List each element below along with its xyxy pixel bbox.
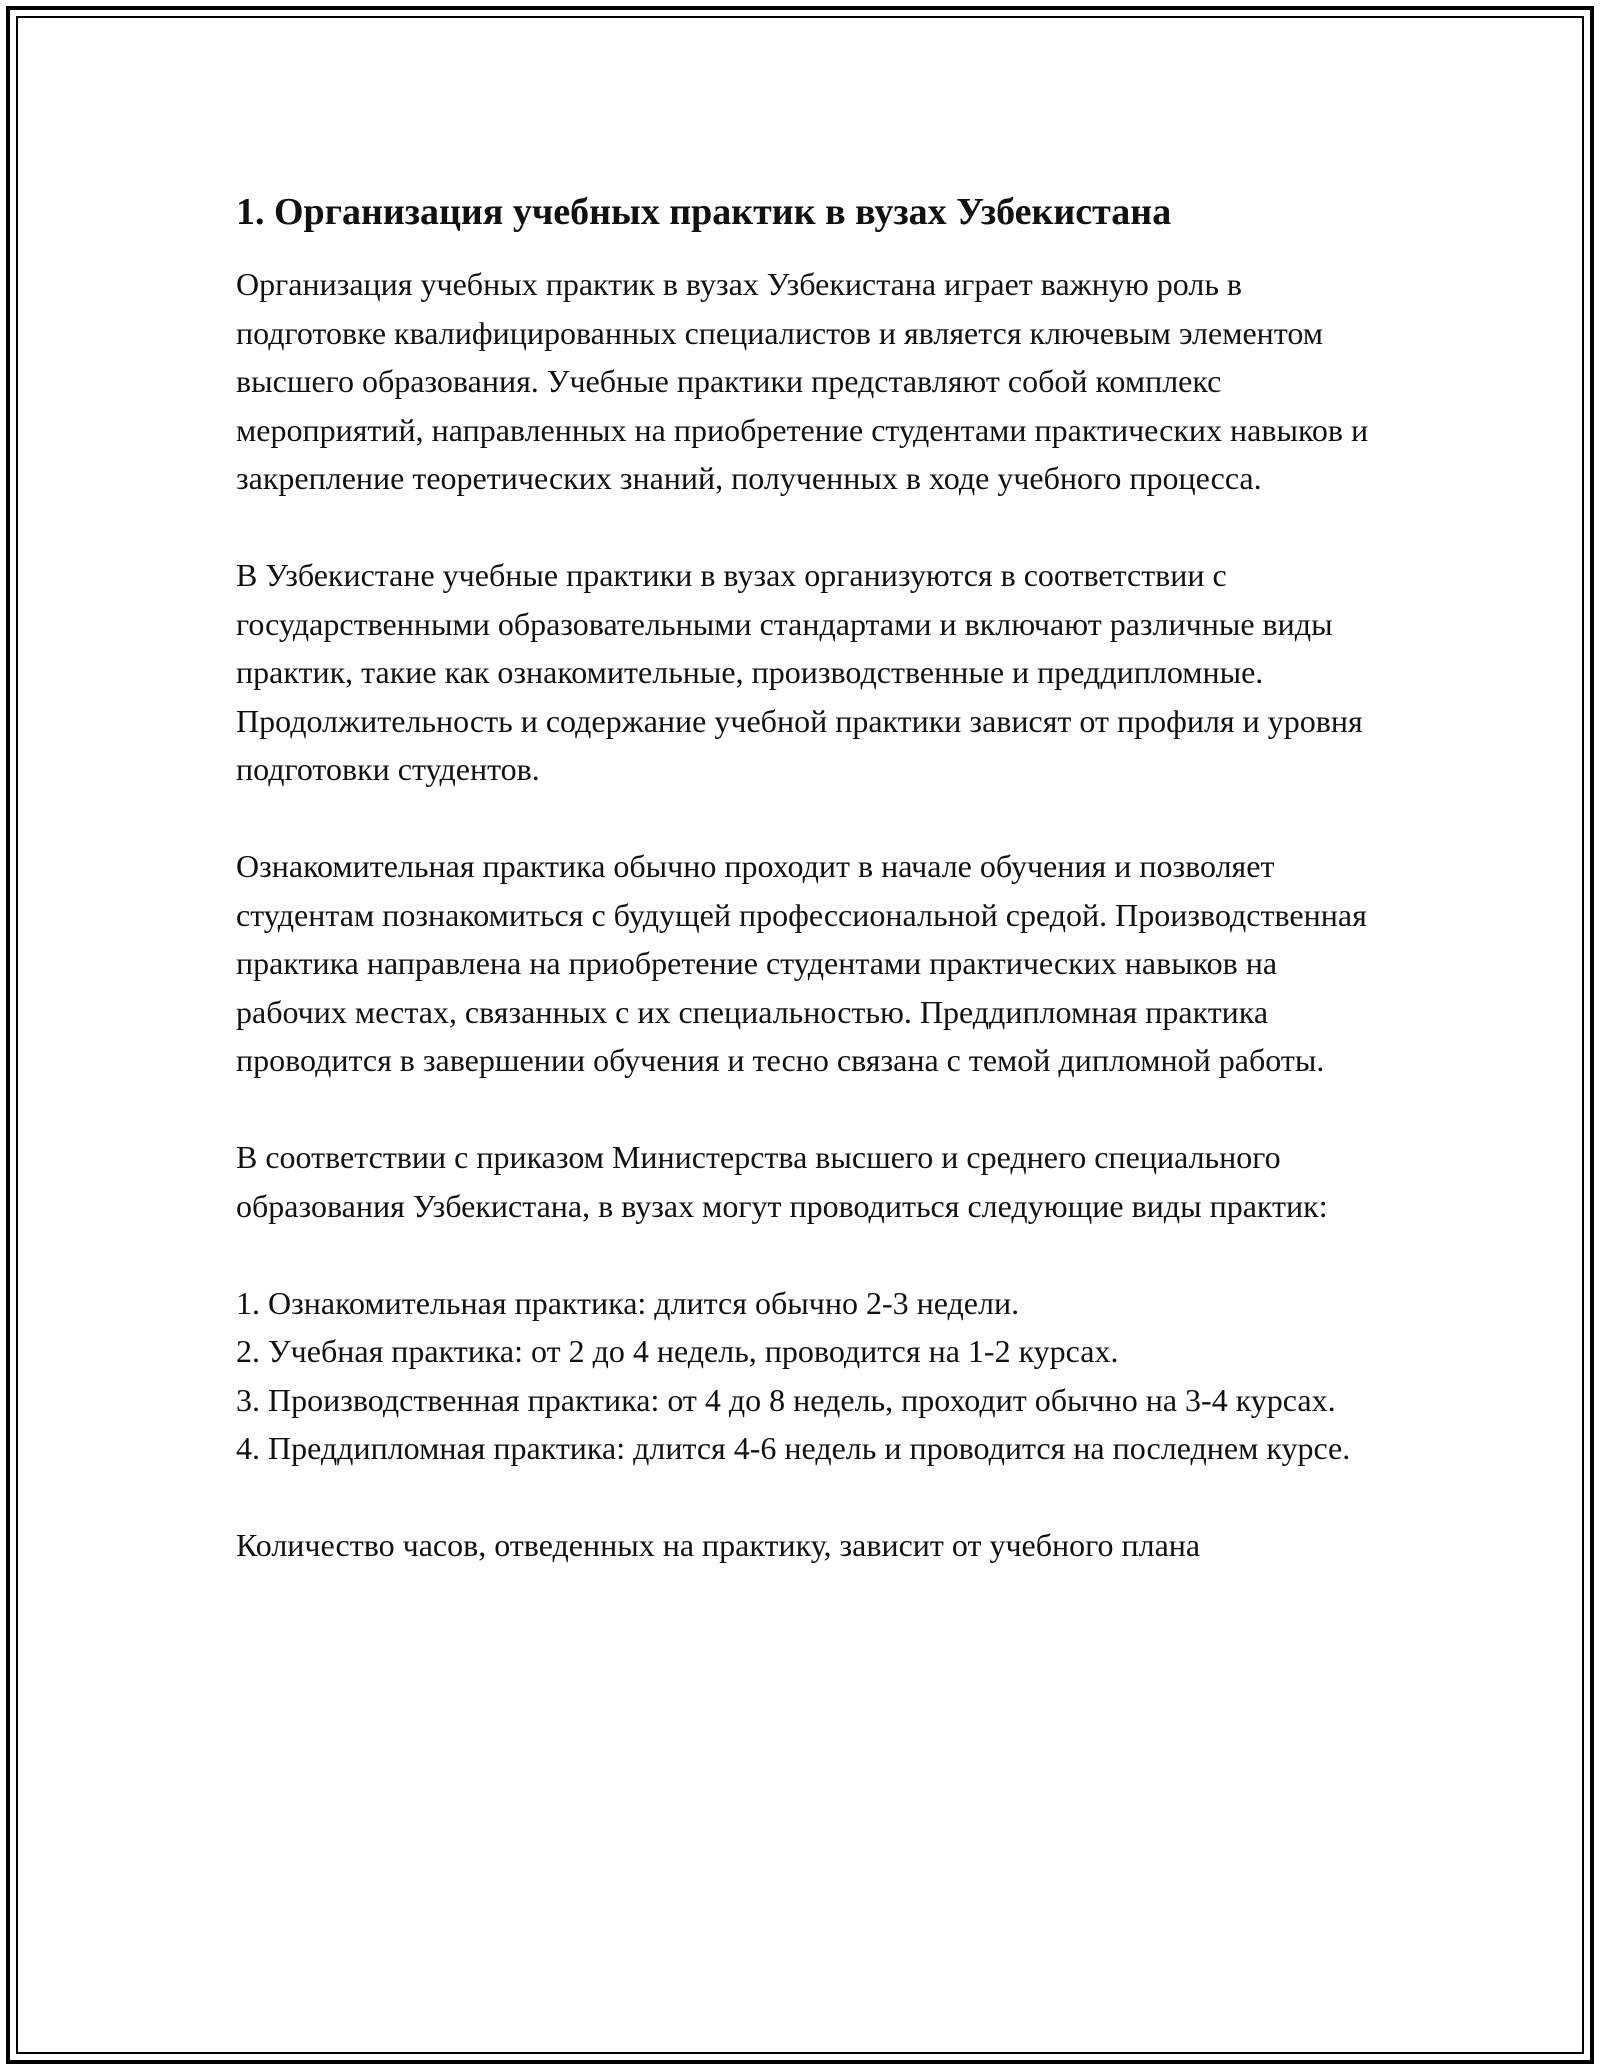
paragraph-standards: В Узбекистане учебные практики в вузах организуются в соответствии с государственными образовательными стандартами и включают различные виды практик, такие как ознакомительные, производственные и преддипломные. Продолжительность и содержание учебной практики зависят от профиля и уровня подготовки студентов. (236, 557, 1363, 787)
list-item: 2. Учебная практика: от 2 до 4 недель, проводится на 1-2 курсах. (236, 1333, 1119, 1369)
paragraph-ministry-order: В соответствии с приказом Министерства высшего и среднего специального образования Узбекистана, в вузах могут проводиться следующие виды практик: (236, 1139, 1328, 1224)
list-item: 1. Ознакомительная практика: длится обычно 2-3 недели. (236, 1284, 1020, 1321)
section-heading: 1. Организация учебных практик в вузах Узбекистана (236, 191, 1172, 233)
document-body (236, 184, 1376, 1618)
paragraph-hours: Количество часов, отведенных на практику, зависит от учебного плана (236, 1527, 1201, 1563)
paragraph-practice-types: Ознакомительная практика обычно проходит в начале обучения и позволяет студентам познакомиться с будущей профессиональной средой. Производственная практика направлена на приобретение студентами практических навыков на рабочих местах, связанных с их специальностью. Преддипломная практика проводится в завершении обучения и тесно связана с темой дипломной работы. (236, 848, 1367, 1078)
practice-list (236, 1279, 1376, 1473)
list-item: 3. Производственная практика: от 4 до 8 недель, проходит обычно на 3-4 курсах. (236, 1381, 1336, 1418)
paragraph-intro: Организация учебных практик в вузах Узбекистана играет важную роль в подготовке квалифицированных специалистов и является ключевым элементом высшего образования. Учебные практики представляют собой комплекс мероприятий, направленных на приобретение студентами практических навыков и закрепление теоретических знаний, полученных в ходе учебного процесса. (236, 266, 1369, 496)
list-item: 4. Преддипломная практика: длится 4-6 недель и проводится на последнем курсе. (236, 1430, 1351, 1466)
